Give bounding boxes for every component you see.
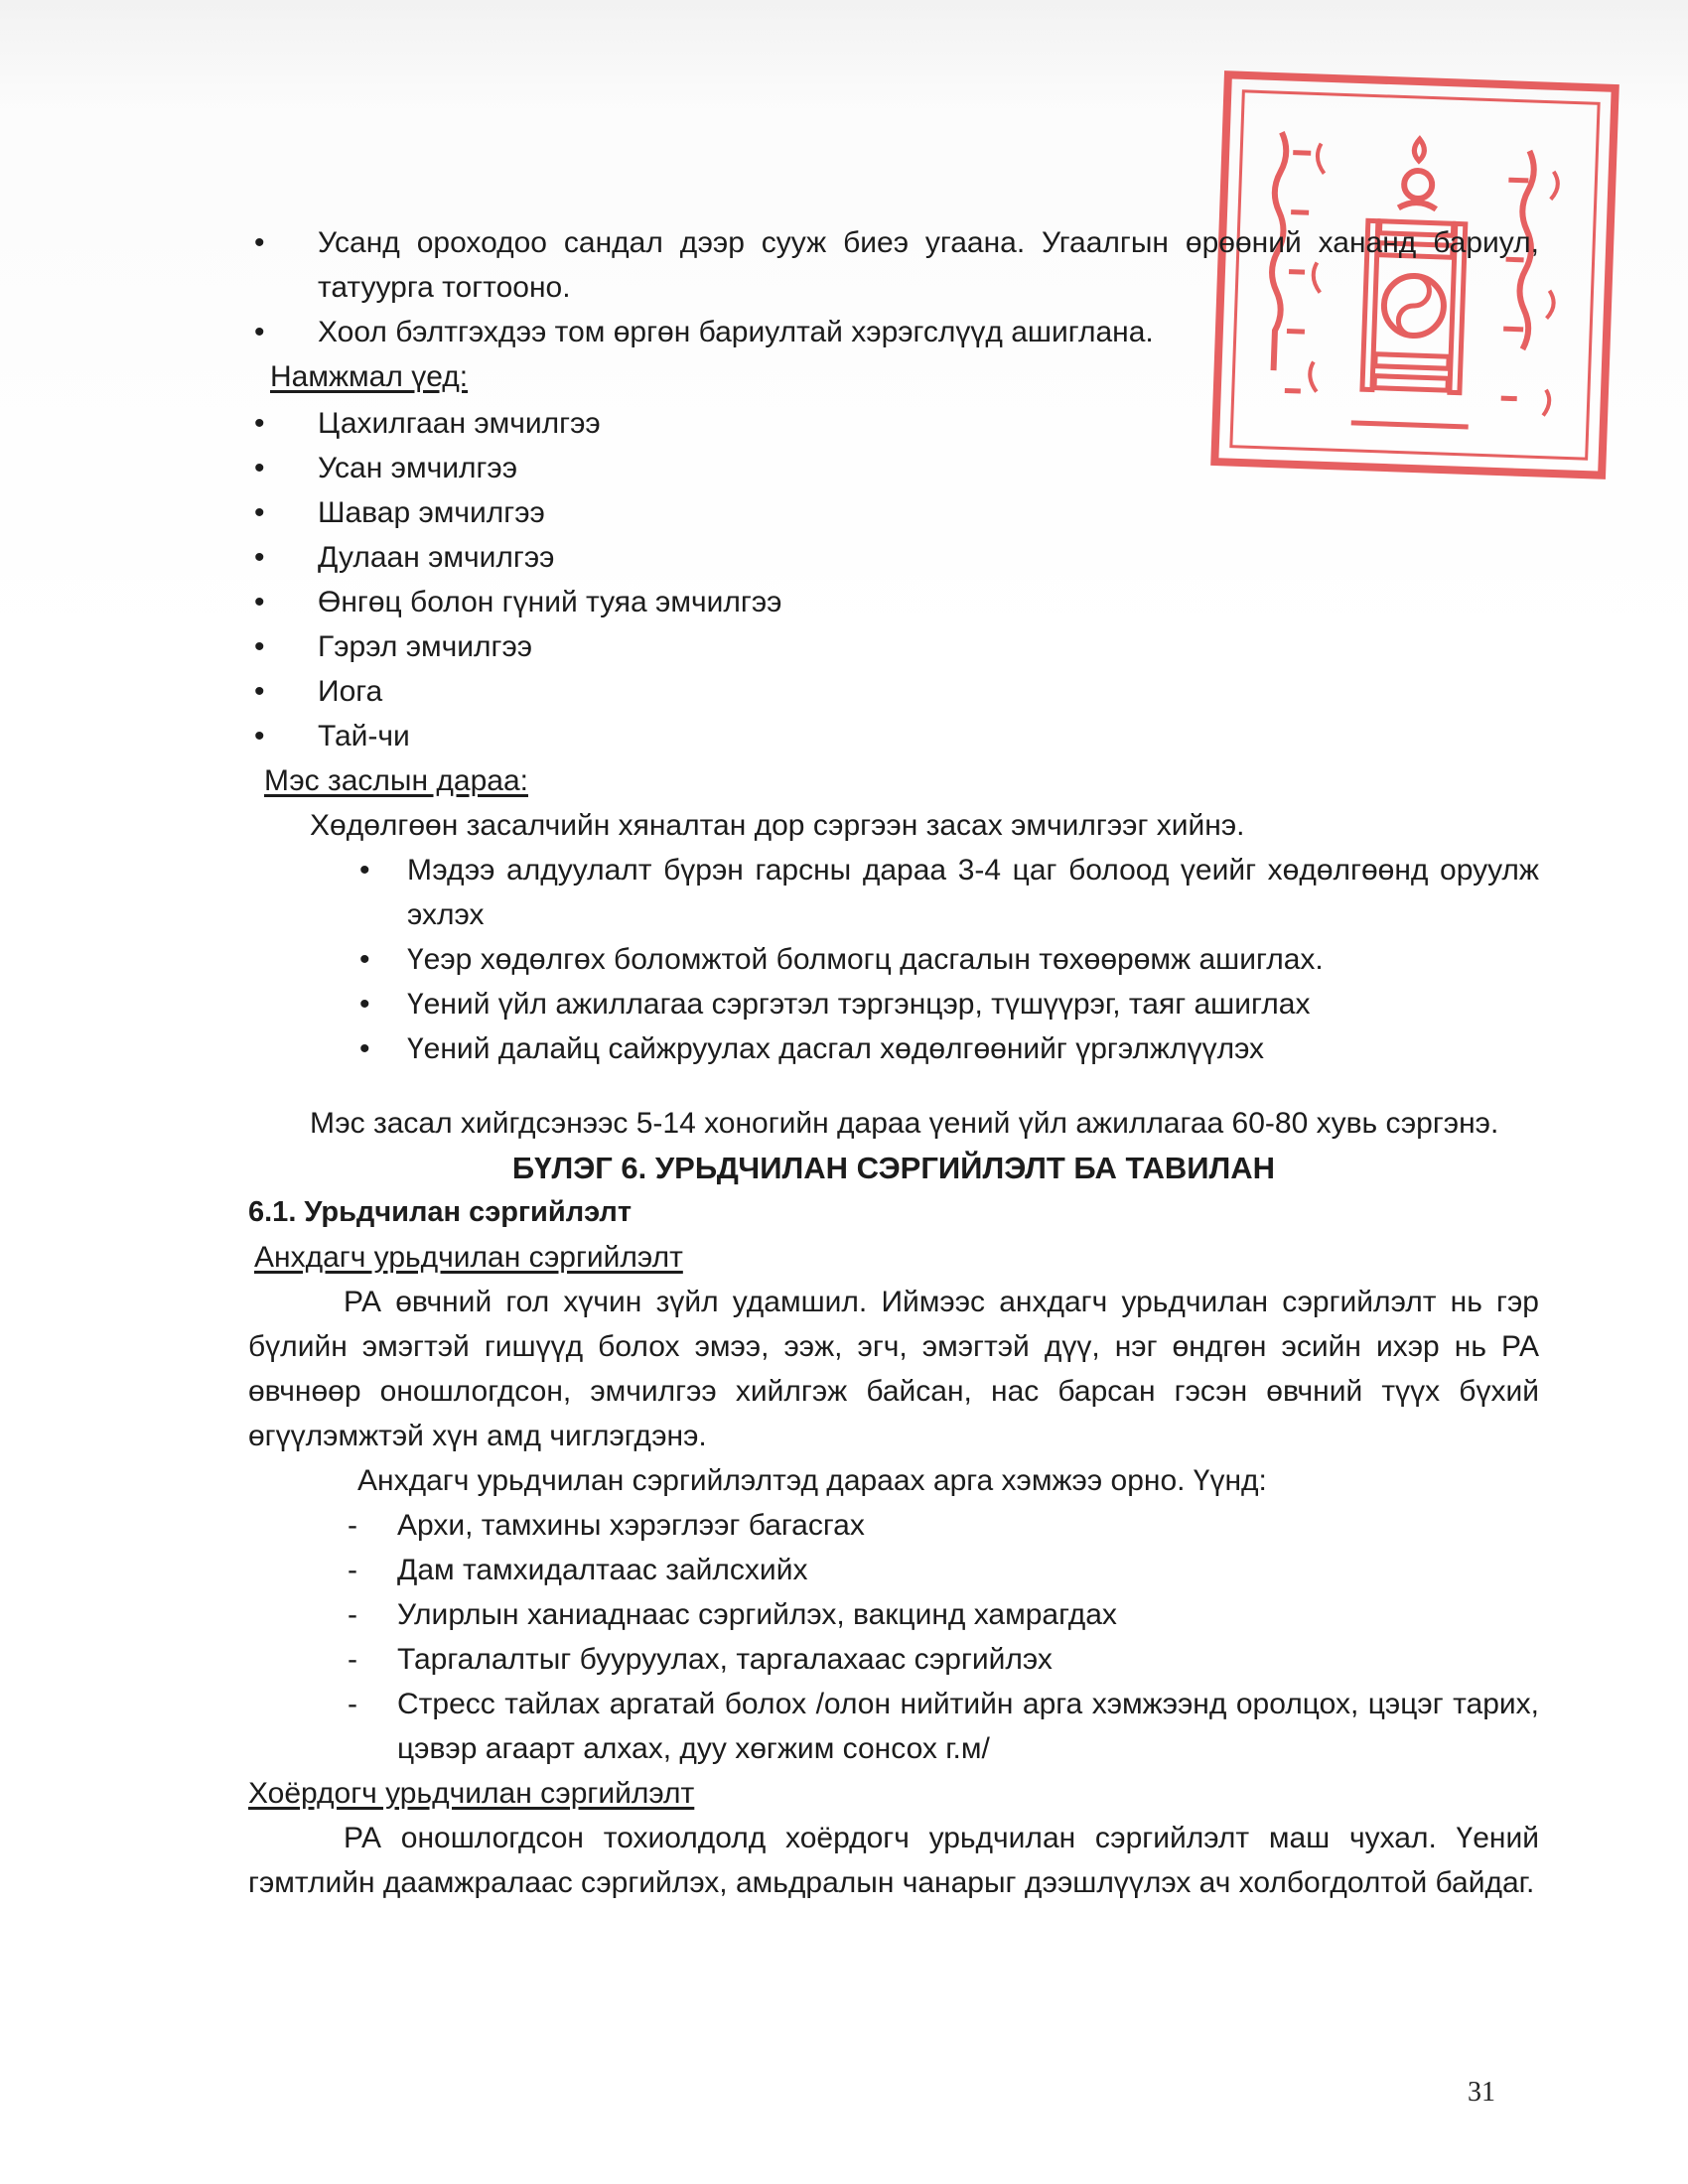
list-item: • Мэдээ алдуулалт бүрэн гарсны дараа 3-4 цаг болоод үеийг хөдөлгөөнд оруулж эхлэх xyxy=(248,848,1539,937)
list-item: • Өнгөц болон гүний туяа эмчилгээ xyxy=(248,580,1539,624)
primary-prevention-lead: Анхдагч урьдчилан сэргийлэлтэд дараах арга хэмжээ орно. Үүнд: xyxy=(357,1464,1267,1497)
post-surgery-heading: Мэс заслын дараа: xyxy=(264,764,528,797)
top-bullet-list xyxy=(248,220,1539,354)
list-item: • Усанд ороходоо сандал дээр сууж биеэ угаана. Угаалгын өрөөний хананд бариул, татуурга тогтооно. xyxy=(248,220,1539,310)
list-item: • Усан эмчилгээ xyxy=(248,446,1539,490)
page-number: 31 xyxy=(1468,2077,1495,2108)
primary-prevention-list xyxy=(248,1503,1539,1771)
post-surgery-note: Мэс засал хийгдсэнээс 5-14 хоногийн дараа үений үйл ажиллагаа 60-80 хувь сэргэнэ. xyxy=(310,1107,1499,1140)
list-item: • Иога xyxy=(248,669,1539,714)
list-item: - Дам тамхидалтаас зайлсхийх xyxy=(248,1548,1539,1592)
list-item: • Хоол бэлтгэхдээ том өргөн бариултай хэрэгслүүд ашиглана. xyxy=(248,310,1539,354)
post-surgery-intro: Хөдөлгөөн засалчийн хяналтан дор сэргээн засах эмчилгээг хийнэ. xyxy=(310,809,1245,842)
section-title: 6.1. Урьдчилан сэргийлэлт xyxy=(248,1196,633,1228)
list-item: • Үений далайц сайжруулах дасгал хөдөлгөөнийг үргэлжлүүлэх xyxy=(248,1026,1539,1071)
chapter-title: БҮЛЭГ 6. УРЬДЧИЛАН СЭРГИЙЛЭЛТ БА ТАВИЛАН xyxy=(511,1151,1276,1185)
list-item: • Тай-чи xyxy=(248,714,1539,758)
list-item: - Улирлын ханиаднаас сэргийлэх, вакцинд хамрагдах xyxy=(248,1592,1539,1637)
document-body xyxy=(248,220,1539,1905)
list-item: • Гэрэл эмчилгээ xyxy=(248,624,1539,669)
post-surgery-list xyxy=(248,848,1539,1071)
primary-prevention-heading: Анхдагч урьдчилан сэргийлэлт xyxy=(254,1241,683,1274)
remission-heading: Намжмал үед: xyxy=(270,360,469,393)
secondary-prevention-paragraph: РА оношлогдсон тохиолдолд хоёрдогч урьдчилан сэргийлэлт маш чухал. Үений гэмтлийн даамжралаас сэргийлэх, амьдралын чанарыг дээшлүүлэх ач холбогдолтой байдаг. xyxy=(248,1822,1539,1899)
list-item: • Үеэр хөдөлгөх боломжтой болмогц дасгалын төхөөрөмж ашиглах. xyxy=(248,937,1539,982)
primary-prevention-paragraph: РА өвчний гол хүчин зүйл удамшил. Иймээс анхдагч урьдчилан сэргийлэлт нь гэр бүлийн эмэгтэй гишүүд болох эмээ, ээж, эгч, эмэгтэй дүү, нэг өндгөн эсийн ихэр нь РА өвчнөөр оношлогдсон, эмчилгээ хийлгэж байсан, нас барсан гэсэн өвчний түүх бүхий өгүүлэмжтэй хүн амд чиглэгдэнэ. xyxy=(248,1286,1539,1452)
list-item: - Таргалалтыг бууруулах, таргалахаас сэргийлэх xyxy=(248,1637,1539,1682)
list-item: • Шавар эмчилгээ xyxy=(248,490,1539,535)
list-item: • Дулаан эмчилгээ xyxy=(248,535,1539,580)
list-item: - Стресс тайлах аргатай болох /олон нийтийн арга хэмжээнд оролцох, цэцэг тарих, цэвэр агаарт алхах, дуу хөгжим сонсох г.м/ xyxy=(248,1682,1539,1771)
list-item: • Үений үйл ажиллагаа сэргэтэл тэргэнцэр, түшүүрэг, таяг ашиглах xyxy=(248,982,1539,1026)
list-item: - Архи, тамхины хэрэглээг багасгах xyxy=(248,1503,1539,1548)
remission-list xyxy=(248,401,1539,758)
secondary-prevention-heading: Хоёрдогч урьдчилан сэргийлэлт xyxy=(248,1777,695,1810)
list-item: • Цахилгаан эмчилгээ xyxy=(248,401,1539,446)
